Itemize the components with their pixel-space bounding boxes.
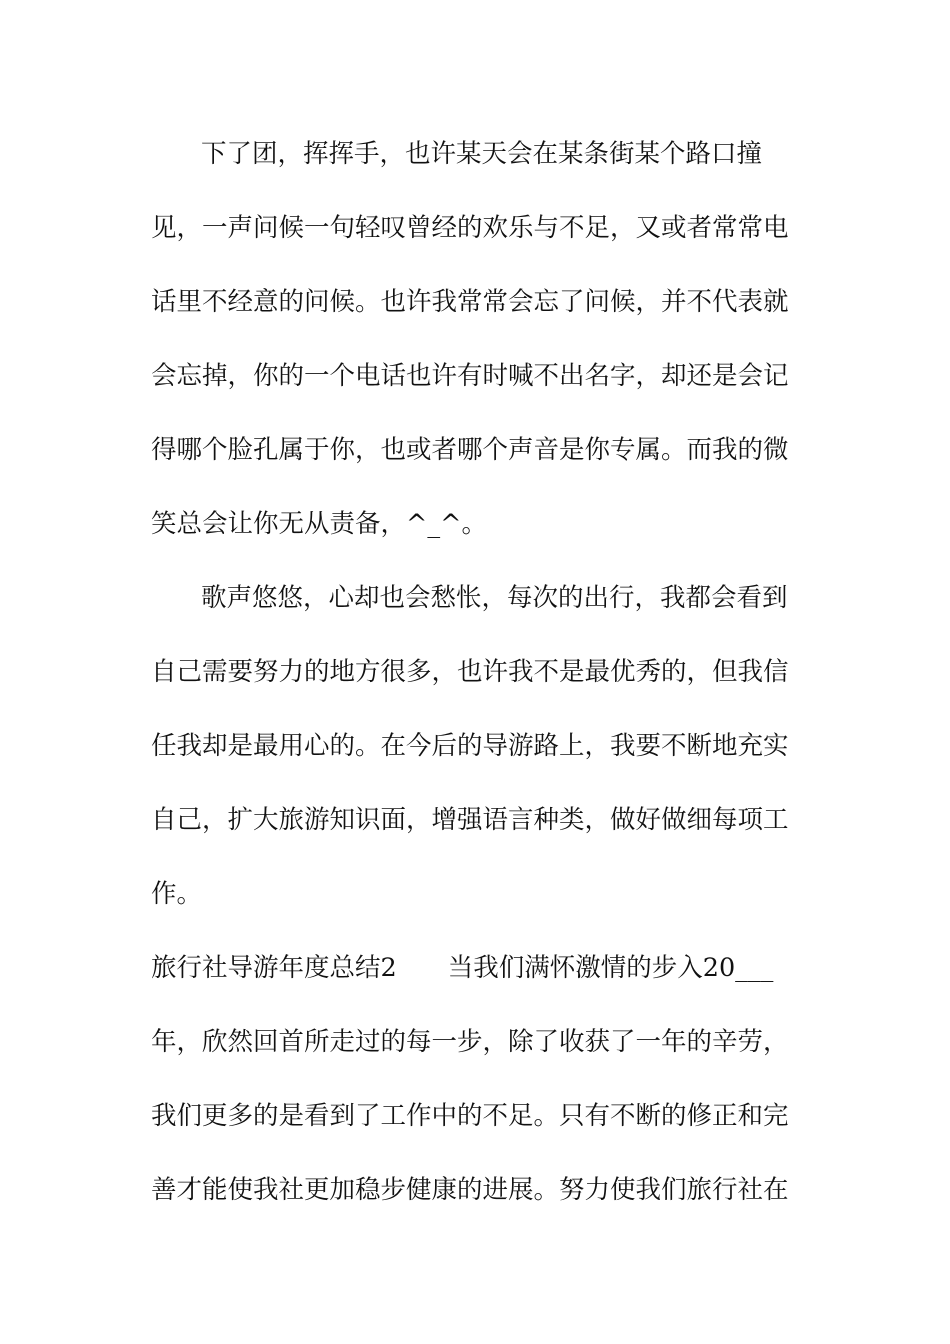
text-line: 会忘掉，你的一个电话也许有时喊不出名字，却还是会记 [151,361,789,391]
text-line: 我们更多的是看到了工作中的不足。只有不断的修正和完 [151,1101,789,1131]
text-line: 得哪个脸孔属于你，也或者哪个声音是你专属。而我的微 [151,435,789,465]
text-line: 任我却是最用心的。在今后的导游路上，我要不断地充实 [151,731,789,761]
text-line: 话里不经意的问候。也许我常常会忘了问候，并不代表就 [151,287,789,317]
text-line: 笑总会让你无从责备，^_^。 [151,509,487,539]
text-line: 歌声悠悠，心却也会愁怅，每次的出行，我都会看到 [201,583,788,613]
text-line: 见，一声问候一句轻叹曾经的欢乐与不足，又或者常常电 [151,213,789,243]
text-line: 年，欣然回首所走过的每一步，除了收获了一年的辛劳， [151,1027,789,1057]
section-heading-line: 旅行社导游年度总结2 当我们满怀激情的步入20___ [151,953,774,983]
text-line: 自己，扩大旅游知识面，增强语言种类，做好做细每项工 [151,805,789,835]
text-line: 自己需要努力的地方很多，也许我不是最优秀的，但我信 [151,657,789,687]
text-line: 作。 [151,879,203,909]
text-line: 下了团，挥挥手，也许某天会在某条街某个路口撞 [201,139,763,169]
text-line: 善才能使我社更加稳步健康的进展。努力使我们旅行社在 [151,1175,789,1205]
